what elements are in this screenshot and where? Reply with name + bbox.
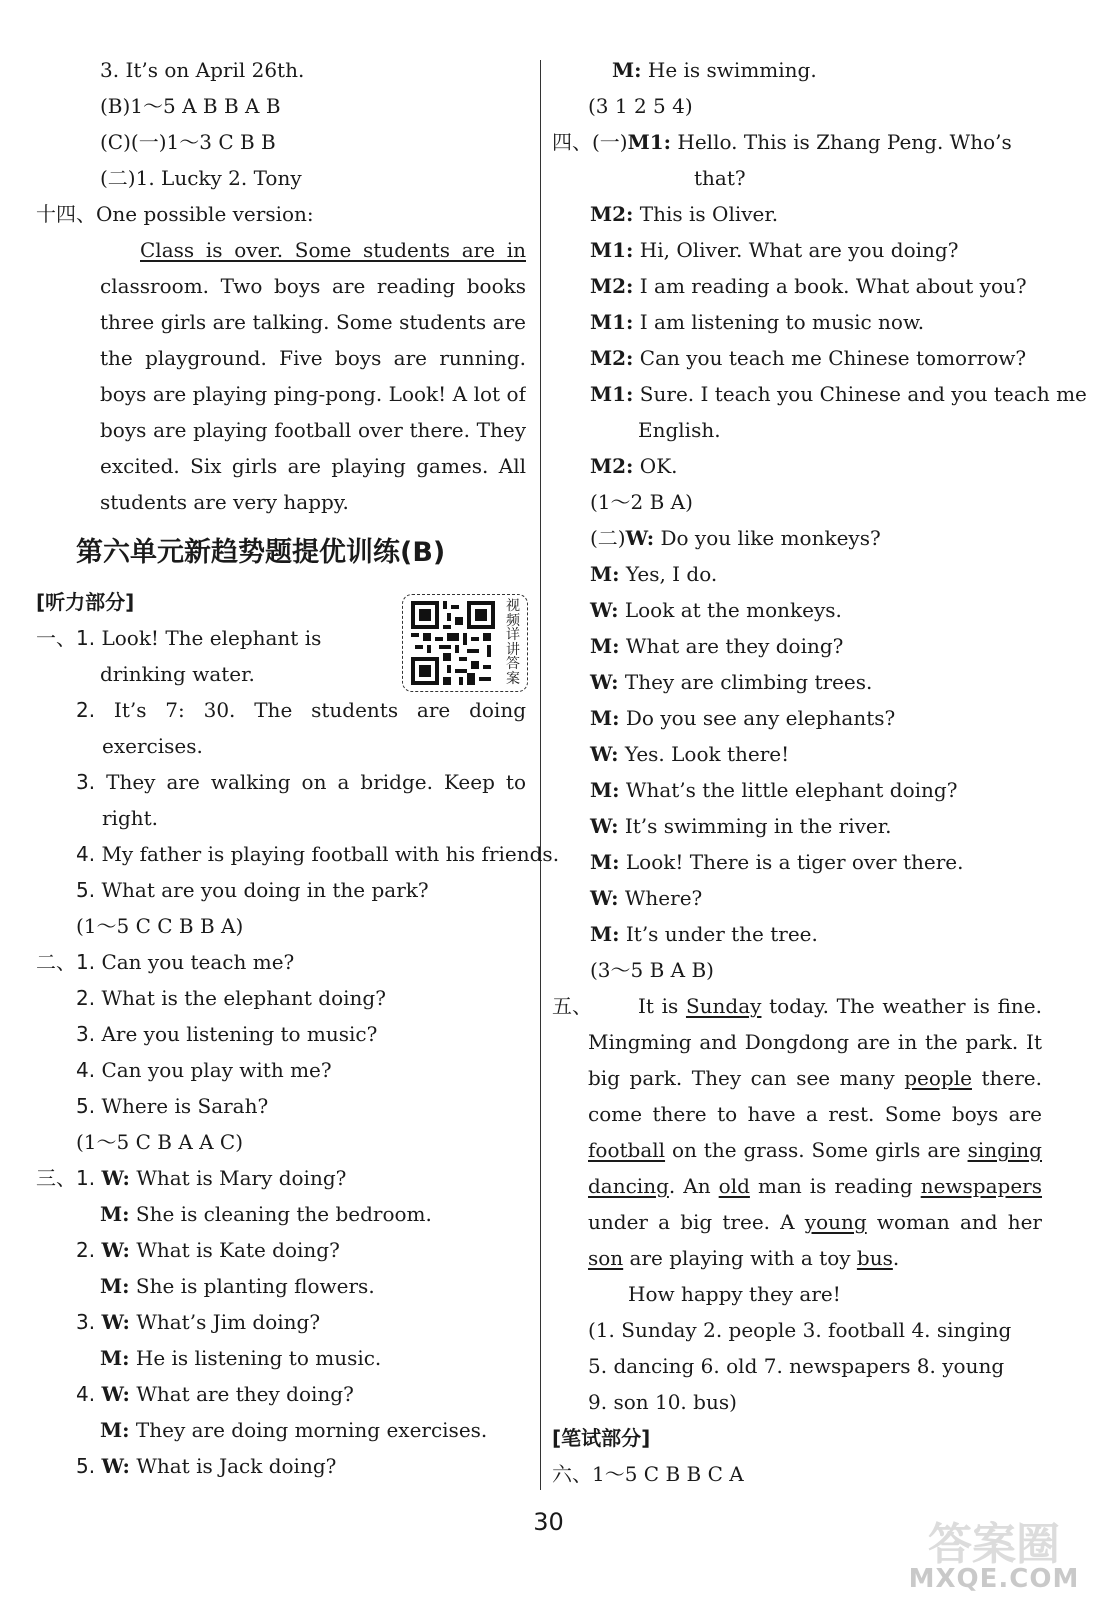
answer-line: (C)(一)1～3 C B B xyxy=(100,130,276,154)
paragraph-line: boys are playing ping-pong. Look! A lot of xyxy=(100,382,526,406)
section-label: 十四、 xyxy=(36,202,96,226)
section-label: 五、 xyxy=(552,994,592,1018)
paragraph-line: Mingming and Dongdong are in the park. It xyxy=(588,1030,1042,1054)
order-answer: (3 1 2 5 4) xyxy=(588,94,693,118)
paragraph-line: big park. They can see many people there. xyxy=(588,1066,1042,1090)
dialogue-line: M: Yes, I do. xyxy=(590,562,718,586)
section-14-paragraph xyxy=(36,232,526,520)
watermark-top: 答案圈 xyxy=(928,1519,1060,1570)
sec5-line-1: 五、 It is Sunday today. The weather is fine. xyxy=(552,988,1042,1024)
paragraph-line: dancing. An old man is reading newspapers xyxy=(588,1174,1042,1198)
paragraph-line: three girls are talking. Some students are xyxy=(100,310,526,334)
paragraph-line: under a big tree. A young woman and her xyxy=(588,1210,1042,1234)
dialogue-line: W: Look at the monkeys. xyxy=(590,598,842,622)
sec2-item-3: 3. Are you listening to music? xyxy=(76,1022,378,1046)
sec2-answer: (1～5 C B A A C) xyxy=(76,1130,244,1154)
sec2-item-2: 2. What is the elephant doing? xyxy=(76,986,386,1010)
dialogue-continuation: that? xyxy=(694,166,746,190)
dialogue-line: M2: I am reading a book. What about you? xyxy=(590,274,1027,298)
sec2-item-5: 5. Where is Sarah? xyxy=(76,1094,269,1118)
sec2-item-4: 4. Can you play with me? xyxy=(76,1058,332,1082)
sec1-item-5: 5. What are you doing in the park? xyxy=(76,878,429,902)
item-continuation: drinking water. xyxy=(100,662,255,686)
sec2-item-1: 二、1. Can you teach me? xyxy=(36,950,295,974)
item-continuation: right. xyxy=(102,806,159,830)
column-divider xyxy=(540,60,541,1490)
dialogue-line: M1: Sure. I teach you Chinese and you teach me xyxy=(590,382,1087,406)
left-column xyxy=(36,52,560,1484)
sec1-answer: (1～5 C C B B A) xyxy=(76,914,244,938)
paragraph-line: football on the grass. Some girls are singing xyxy=(588,1138,1042,1162)
sec6-answer: 六、1～5 C B B C A xyxy=(552,1462,744,1486)
item-continuation: exercises. xyxy=(102,734,203,758)
sec5-answers: (1. Sunday 2. people 3. football 4. singing xyxy=(588,1318,1012,1342)
answer-line: (二)1. Lucky 2. Tony xyxy=(100,166,302,190)
dialogue-line: M: He is swimming. xyxy=(612,58,817,82)
sec3-item-5-q: 5. W: What is Jack doing? xyxy=(76,1454,337,1478)
dialogue-line: M: Do you see any elephants? xyxy=(590,706,896,730)
unit-title: 第六单元新趋势题提优训练(B) xyxy=(76,537,446,568)
qr-code-icon xyxy=(411,601,495,685)
sec1-item-2: 2. It’s 7: 30. The students are doing xyxy=(76,698,526,722)
paragraph-line: boys are playing football over there. They xyxy=(100,418,526,442)
sec3-item-4-a: M: They are doing morning exercises. xyxy=(100,1418,488,1442)
dialogue-line: M: It’s under the tree. xyxy=(590,922,818,946)
sec3-item-1-a: M: She is cleaning the bedroom. xyxy=(100,1202,432,1226)
sec3-item-2-q: 2. W: What is Kate doing? xyxy=(76,1238,340,1262)
qr-caption: 视频详讲答案 xyxy=(506,598,520,687)
watermark-bottom: MXQE.COM xyxy=(908,1564,1080,1594)
dialogue-line: M: What’s the little elephant doing? xyxy=(590,778,958,802)
section-label: 三、 xyxy=(36,1166,76,1190)
answer-line: (B)1～5 A B B A B xyxy=(100,94,281,118)
watermark-logo xyxy=(898,1508,1090,1594)
dialogue-line: M: What are they doing? xyxy=(590,634,844,658)
dialogue-continuation: English. xyxy=(638,418,721,442)
sec1-item-4: 4. My father is playing football with his friends. xyxy=(76,842,560,866)
dialogue-line: W: They are climbing trees. xyxy=(590,670,873,694)
dialogue-line: W: Yes. Look there! xyxy=(590,742,790,766)
sec3-item-1-q: 三、1. W: What is Mary doing? xyxy=(36,1166,347,1190)
right-column xyxy=(552,52,1087,1492)
section-label: 二、 xyxy=(36,950,76,974)
page-number: 30 xyxy=(533,1508,564,1536)
section-label: 四、 xyxy=(552,130,592,154)
listening-header: [听力部分] xyxy=(36,590,135,614)
section-label: 六、 xyxy=(552,1462,592,1486)
answer-line: 3. It’s on April 26th. xyxy=(100,58,305,82)
section-intro: One possible version: xyxy=(96,202,314,226)
paragraph-line: son are playing with a toy bus. xyxy=(588,1246,900,1270)
section-14-header xyxy=(36,196,526,232)
dialogue-line: M1: Hi, Oliver. What are you doing? xyxy=(590,238,959,262)
sec5-answers: 5. dancing 6. old 7. newspapers 8. young xyxy=(588,1354,1005,1378)
sec3-item-3-q: 3. W: What’s Jim doing? xyxy=(76,1310,321,1334)
written-header: [笔试部分] xyxy=(552,1426,651,1450)
sec1-item-3: 3. They are walking on a bridge. Keep to xyxy=(76,770,526,794)
dialogue-line: (二)W: Do you like monkeys? xyxy=(590,526,881,550)
dialogue-line: M2: Can you teach me Chinese tomorrow? xyxy=(590,346,1027,370)
sec4-answer-1: (1～2 B A) xyxy=(590,490,693,514)
paragraph-line: Class is over. Some students are in xyxy=(140,238,526,262)
dialogue-line: M2: This is Oliver. xyxy=(590,202,779,226)
sec3-item-3-a: M: He is listening to music. xyxy=(100,1346,382,1370)
sec4-answer-2: (3～5 B A B) xyxy=(590,958,714,982)
dialogue-line: M: Look! There is a tiger over there. xyxy=(590,850,964,874)
paragraph-line: excited. Six girls are playing games. All xyxy=(100,454,526,478)
qr-code-box[interactable] xyxy=(402,594,528,692)
sec3-item-2-a: M: She is planting flowers. xyxy=(100,1274,375,1298)
paragraph-line: come there to have a rest. Some boys are xyxy=(588,1102,1042,1126)
paragraph-line: the playground. Five boys are running. xyxy=(100,346,526,370)
sec4-line-1: 四、(一)M1: Hello. This is Zhang Peng. Who’s xyxy=(552,130,1012,154)
section-label: 一、 xyxy=(36,626,76,650)
sec3-item-4-q: 4. W: What are they doing? xyxy=(76,1382,354,1406)
sec1-item-1: 一、1. Look! The elephant is xyxy=(36,626,322,650)
dialogue-line: M2: OK. xyxy=(590,454,678,478)
paragraph-line: students are very happy. xyxy=(100,490,349,514)
sec5-answers: 9. son 10. bus) xyxy=(588,1390,737,1414)
dialogue-line: M1: I am listening to music now. xyxy=(590,310,925,334)
paragraph-line: classroom. Two boys are reading books xyxy=(100,274,526,298)
sec5-paragraph xyxy=(552,1024,1042,1420)
dialogue-line: W: Where? xyxy=(590,886,703,910)
dialogue-line: W: It’s swimming in the river. xyxy=(590,814,892,838)
paragraph-line: How happy they are! xyxy=(628,1282,841,1306)
